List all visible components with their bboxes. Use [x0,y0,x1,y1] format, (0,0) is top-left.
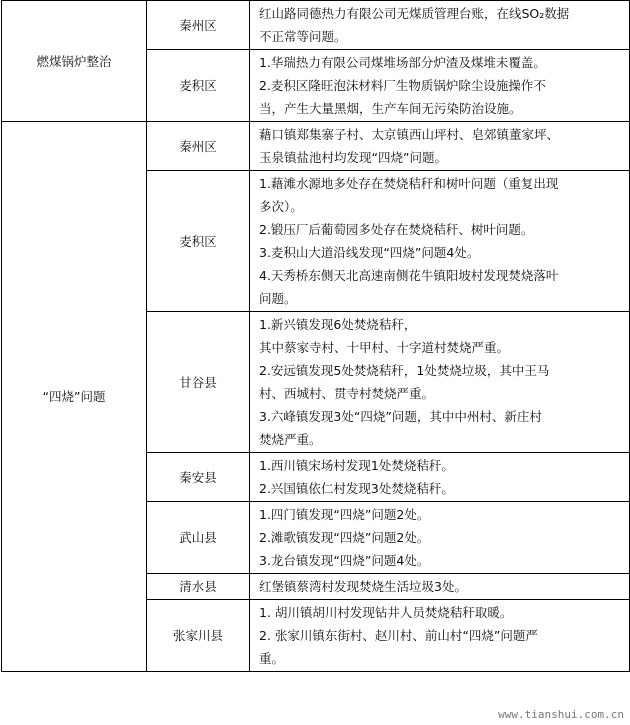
issue-line: 村、西城村、贯寺村焚烧严重。 [259,386,435,401]
issue-line: 藉口镇郑集寨子村、太京镇西山坪村、皂郊镇董家坪、 [259,127,560,142]
issue-line: 其中蔡家寺村、十甲村、十字道村焚烧严重。 [259,340,510,355]
inspection-table [1,0,630,672]
district-cell: 秦安县 [147,453,250,502]
district-cell: 甘谷县 [147,312,250,453]
district-cell: 张家川县 [147,600,250,672]
issue-line: 2. 张家川镇东街村、赵川村、前山村“四烧”问题严 [259,628,538,643]
district-cell: 麦积区 [147,50,250,122]
issue-line: 4.天秀桥东侧天北高速南侧花牛镇阳坡村发现焚烧落叶 [259,268,559,283]
watermark-text: www.tianshui.com.cn [498,708,624,721]
issue-cell [250,50,630,122]
issue-line: 3.麦积山大道沿线发现“四烧”问题4处。 [259,245,480,260]
issue-line: 1.新兴镇发现6处焚烧秸秆， [259,317,417,332]
issue-line: 当，产生大量黑烟，生产车间无污染防治设施。 [259,101,522,116]
category-four-burnings: “四烧”问题 [2,122,147,672]
issue-line: 玉泉镇盐池村均发现“四烧”问题。 [259,150,447,165]
issue-line: 2.麦积区隆旺泡沫材料厂生物质锅炉除尘设施操作不 [259,78,546,93]
issue-line: 3.龙台镇发现“四烧”问题4处。 [259,553,430,568]
issue-cell [250,574,630,600]
issue-line: 3.六峰镇发现3处“四烧”问题，其中中州村、新庄村 [259,409,542,424]
issue-cell [250,312,630,453]
district-cell: 秦州区 [147,1,250,50]
issue-line: 焚烧严重。 [259,432,322,447]
issue-line: 红山路同德热力有限公司无煤质管理台账，在线SO₂数据 [259,6,570,21]
district-cell: 麦积区 [147,171,250,312]
issue-line: 2.滩歌镇发现“四烧”问题2处。 [259,530,430,545]
issue-line: 1.藉滩水源地多处存在焚烧秸秆和树叶问题（重复出现 [259,176,559,191]
issue-cell [250,453,630,502]
issue-line: 2.安远镇发现5处焚烧秸秆，1处焚烧垃圾，其中王马 [259,363,550,378]
issue-cell [250,122,630,171]
issue-cell [250,502,630,574]
issue-line: 红堡镇蔡湾村发现焚烧生活垃圾3处。 [259,579,467,594]
issue-line: 1.四门镇发现“四烧”问题2处。 [259,507,430,522]
table-row [2,122,630,171]
issue-cell [250,171,630,312]
issue-line: 重。 [259,651,285,666]
issue-line: 1. 胡川镇胡川村发现钻井人员焚烧秸秆取暖。 [259,605,513,620]
issue-line: 1.西川镇宋场村发现1处焚烧秸秆。 [259,458,454,473]
district-cell: 秦州区 [147,122,250,171]
issue-line: 2.锻压厂后葡萄园多处存在焚烧秸秆、树叶问题。 [259,222,534,237]
issue-line: 1.华瑞热力有限公司煤堆场部分炉渣及煤堆未覆盖。 [259,55,546,70]
district-cell: 武山县 [147,502,250,574]
table-row [2,1,630,50]
category-coal-boiler: 燃煤锅炉整治 [2,1,147,122]
issue-cell [250,600,630,672]
issue-cell [250,1,630,50]
issue-line: 2.兴国镇依仁村发现3处焚烧秸秆。 [259,481,454,496]
issue-line: 问题。 [259,291,297,306]
issue-line: 多次）。 [259,199,303,214]
district-cell: 清水县 [147,574,250,600]
issue-line: 不正常等问题。 [259,29,347,44]
